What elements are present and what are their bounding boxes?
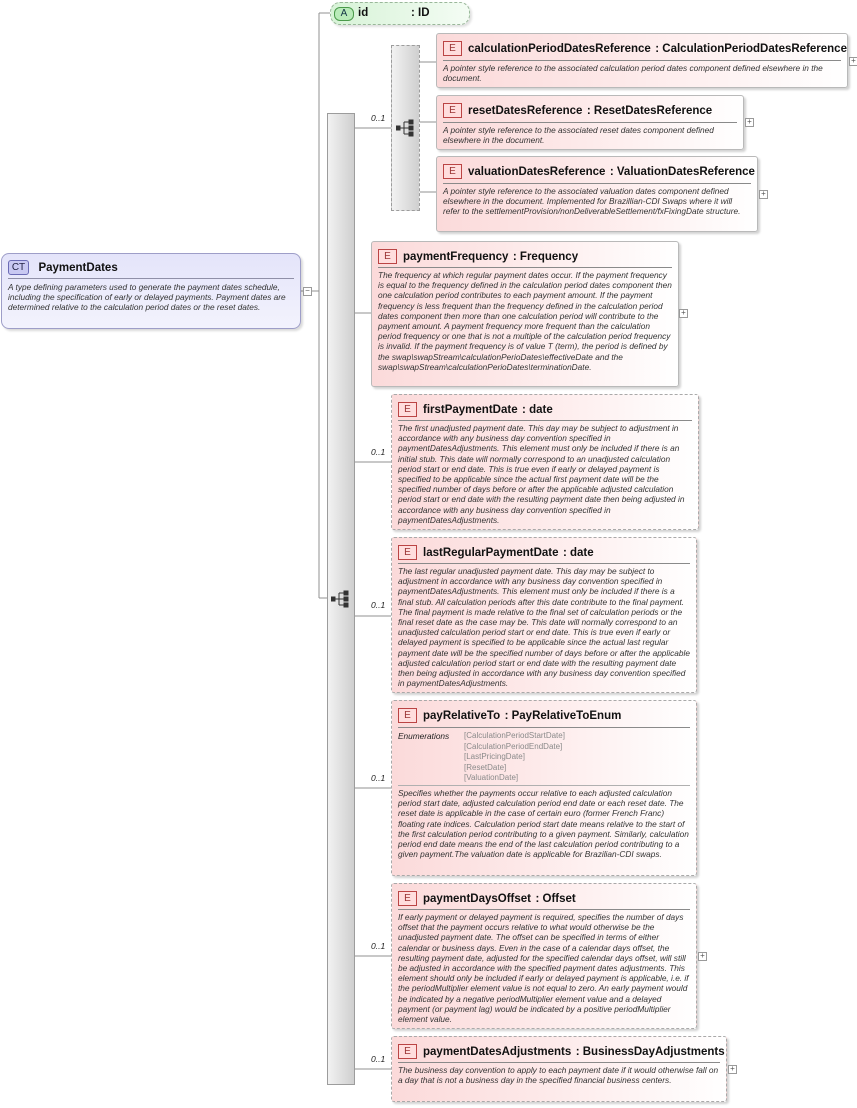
element-box-payRelativeTo[interactable]: [391, 700, 697, 876]
expand-toggle[interactable]: +: [698, 952, 707, 961]
cardinality: 0..1: [371, 447, 386, 457]
element-name: resetDatesReference: [468, 104, 583, 117]
element-type: : Frequency: [512, 250, 579, 263]
cardinality: 0..1: [371, 773, 386, 783]
element-icon: E: [443, 41, 462, 56]
choice-cardinality: 0..1: [371, 113, 386, 123]
element-icon: E: [398, 708, 417, 723]
choice-icon: [396, 119, 416, 137]
element-type: : Offset: [535, 892, 576, 905]
attribute-type: : ID: [411, 7, 430, 19]
element-type: : ResetDatesReference: [586, 104, 713, 117]
enum-value: [LastPricingDate]: [464, 752, 525, 761]
attribute-icon: A: [334, 7, 354, 21]
element-type: : date: [522, 403, 553, 416]
collapse-toggle[interactable]: −: [303, 287, 312, 296]
element-name: calculationPeriodDatesReference: [468, 42, 651, 55]
complex-type-icon: CT: [8, 260, 29, 275]
element-box-paymentDaysOffset[interactable]: [391, 883, 697, 1029]
expand-toggle[interactable]: +: [849, 57, 857, 66]
element-box-resetDatesReference[interactable]: [436, 95, 744, 150]
enum-value: [ResetDate]: [464, 762, 507, 772]
element-name: lastRegularPaymentDate: [423, 546, 559, 559]
element-description: A pointer style reference to the associated calculation period dates component defined elsewhere in the document.: [443, 63, 823, 84]
element-name: paymentDatesAdjustments: [423, 1045, 572, 1058]
element-name: paymentFrequency: [403, 250, 509, 263]
element-name: valuationDatesReference: [468, 165, 606, 178]
element-description: Specifies whether the payments occur relative to each adjusted calculation period start date, adjusted calculation period end date or each reset date. The reset date is applicable in the case of certain euro (former French Franc) floating rate indices. Calculation period start date means relative to the start of the first calculation period contributing to a given payment. Similarly, calculation period end date means the end of the last calculation period contributing to a given payment.The valuation date is applicable for Brazilian-CDI swaps.: [398, 788, 689, 860]
expand-toggle[interactable]: +: [745, 118, 754, 127]
cardinality: 0..1: [371, 1054, 386, 1064]
element-box-lastRegularPaymentDate[interactable]: [391, 537, 697, 693]
element-name: paymentDaysOffset: [423, 892, 532, 905]
element-name: firstPaymentDate: [423, 403, 518, 416]
element-icon: E: [398, 891, 417, 906]
element-box-paymentFrequency[interactable]: [371, 241, 679, 387]
element-box-valuationDatesReference[interactable]: [436, 156, 758, 232]
element-box-firstPaymentDate[interactable]: [391, 394, 699, 530]
element-box-calculationPeriodDatesReference[interactable]: [436, 33, 848, 88]
element-icon: E: [443, 164, 462, 179]
element-description: The first unadjusted payment date. This day may be subject to adjustment in accordance with any business day convention specified in paymentDatesAdjustments. This element must only be included if there is an initial stub. This date will normally correspond to an unadjusted calculation period start or end date. This is true even if early or delayed payment is specified to be applicable since the actual first payment date will be the specified number of days before or after the applicable adjusted calculation period start or end date with the resulting payment date then being adjusted in accordance with any business day convention specified in paymentDatesAdjustments.: [398, 423, 685, 525]
enum-value: [ValuationDate]: [464, 773, 519, 782]
expand-toggle[interactable]: +: [728, 1065, 737, 1074]
element-box-paymentDatesAdjustments[interactable]: [391, 1036, 727, 1102]
element-description: A pointer style reference to the associated reset dates component defined elsewhere in the document.: [443, 125, 714, 146]
element-icon: E: [398, 545, 417, 560]
enumerations-label: Enumerations: [398, 731, 450, 741]
element-icon: E: [398, 402, 417, 417]
element-description: The last regular unadjusted payment date. This day may be subject to adjustment in accordance with any business day convention specified in paymentDatesAdjustments. This element must only be included if there is a final stub. All calculation periods after this date contribute to the final payment. The final payment is made relative to the final set of calculation periods or the final reset date as the case may be. This date will normally correspond to an unadjusted calculation period start or end date. This is true even if early or delayed payment is specified to be applicable since the actual last regular payment date will be the specified number of days before or after the applicable adjusted calculation period start or end date with the resulting payment date then being adjusted in accordance with any business day convention specified in paymentDatesAdjustments.: [398, 566, 690, 689]
complex-type-description: A type defining parameters used to generate the payment dates schedule, including the specification of early or delayed payments. Payment dates are determined relative to the calculation period dates or the reset dates.: [8, 282, 286, 313]
element-description: If early payment or delayed payment is required, specifies the number of days offset that the payment occurs relative to what would otherwise be the unadjusted payment date. The offset can be specified in terms of either calendar or business days. Even in the case of a calendar days offset, the resulting payment date, adjusted for the specified calendar days offset, will still be adjusted in accordance with the specified payment dates adjustments. This element should only be included if early or delayed payment is applicable, i.e. if the periodMultiplier element value is not equal to zero. An early payment would be indicated by a negative periodMultiplier element value and a delayed payment (or payment lag) would be indicated by a positive periodMultiplier element value.: [398, 912, 689, 1025]
sequence-icon: [331, 590, 351, 608]
attribute-box: [330, 2, 470, 25]
element-name: payRelativeTo: [423, 709, 501, 722]
complex-type-name: PaymentDates: [38, 261, 118, 274]
element-icon: E: [443, 103, 462, 118]
element-icon: E: [378, 249, 397, 264]
element-icon: E: [398, 1044, 417, 1059]
element-description: The frequency at which regular payment dates occur. If the payment frequency is equal to the frequency defined in the calculation period dates component then one calculation period contributes to each payment amount. If the payment frequency is less frequent than the frequency defined in the calculation period dates component then more than one calculation period will contribute to the payment amount. A payment frequency more frequent than the calculation period frequency or one that is not a multiple of the calculation period frequency is invalid. If the payment frequency is of value T (term), the period is defined by the swap\swapStream\calculationPerioDates\effectiveDate and the swap\swapStream\calculationPerioDates\terminationDate.: [378, 270, 672, 372]
enum-value: [CalculationPeriodEndDate]: [464, 741, 563, 751]
element-type: : ValuationDatesReference: [609, 165, 755, 178]
attribute-name: id: [358, 7, 369, 19]
cardinality: 0..1: [371, 600, 386, 610]
complex-type-box: [1, 253, 301, 329]
element-type: : CalculationPeriodDatesReference: [655, 42, 847, 55]
enum-value: [CalculationPeriodStartDate]: [464, 731, 565, 740]
element-description: The business day convention to apply to each payment date if it would otherwise fall on a day that is not a business day in the specified financial business centers.: [398, 1065, 719, 1086]
element-type: : BusinessDayAdjustments: [575, 1045, 725, 1058]
element-type: : PayRelativeToEnum: [504, 709, 622, 722]
element-type: : date: [562, 546, 594, 559]
expand-toggle[interactable]: +: [759, 190, 768, 199]
element-description: A pointer style reference to the associated valuation dates component defined elsewhere in the document. Implemented for Brazillian-CDI Swaps where it will refer to the settlementProvision/nonDeliverableSettlement/fxFixingDate structure.: [443, 186, 741, 217]
expand-toggle[interactable]: +: [679, 309, 688, 318]
cardinality: 0..1: [371, 941, 386, 951]
